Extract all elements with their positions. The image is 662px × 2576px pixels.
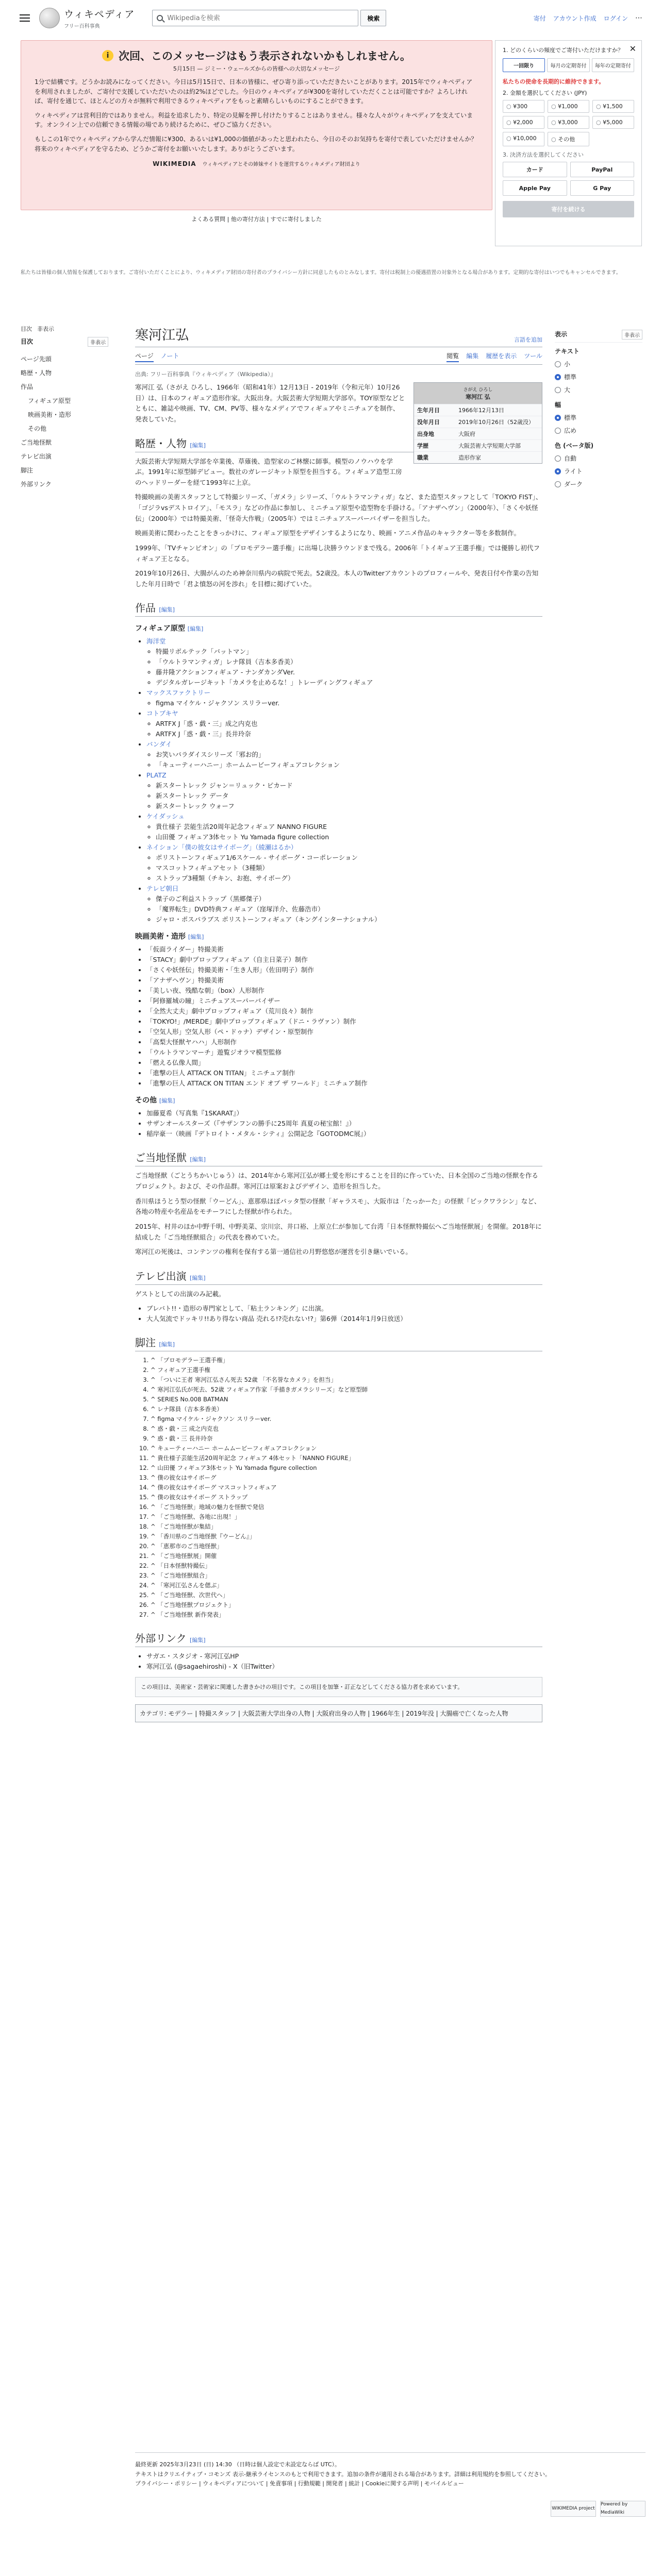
film-item: • 「高梨大怪獣ヤハハ」人形制作 (146, 1037, 542, 1047)
toc-item-film[interactable]: 映画美術・造形 (28, 411, 72, 418)
infobox-key: 学歴 (417, 443, 428, 449)
reference-item[interactable]: 1. ^ 「プロモデラー王選手権」 (151, 1355, 542, 1365)
film-item: • 「美しい夜、残酷な朝」（box）人形制作 (146, 986, 542, 996)
width-standard-radio[interactable] (555, 411, 642, 424)
donate-link[interactable]: 寄付 (533, 14, 546, 22)
infobox-header (414, 383, 542, 404)
toc-title: 目次 (21, 338, 34, 345)
tab-edit[interactable]: 編集 (466, 352, 479, 360)
figure-group-name[interactable]: PLATZ (146, 771, 167, 779)
toc-item-refs[interactable]: 脚注 (21, 467, 34, 474)
figure-item: ◦ figma マイケル・ジャクソン スリラーver. (156, 698, 542, 708)
other-list (146, 1108, 542, 1139)
tv-intro: ゲストとしての出演のみ記載。 (135, 1290, 225, 1298)
amount-option[interactable]: ○ ¥5,000 (592, 116, 634, 129)
heading-text: テレビ出演 (135, 1269, 187, 1282)
appearance-panel (555, 325, 642, 490)
figure-group (146, 739, 542, 770)
width-wide-radio[interactable] (555, 424, 642, 437)
figure-list (146, 636, 542, 925)
film-item: • 「STACY」劇中プロップフィギュア（自主日菜子）制作 (146, 955, 542, 965)
film-item: • 「TOKYO!」/MERDE」劇中プロップフィギュア（ドニ・ラヴァン）制作 (146, 1016, 542, 1027)
radio-label: ダーク (564, 481, 583, 488)
reference-item[interactable]: 24. ^ 「寒河江弘さんを偲ぶ」 (151, 1581, 542, 1590)
method-label: 3. 決済方法を選択してください (503, 151, 584, 158)
figure-item: ◦ ポリストーンフィギュア1/6スケール - サイボーグ・コーポレーション (156, 853, 542, 863)
source-note: 出典: フリー百科事典『ウィキペディア（Wikipedia）』 (135, 371, 276, 378)
reference-item[interactable]: 14. ^ 僕の彼女はサイボーグ マスコットフィギュア (151, 1483, 542, 1493)
personal-tools (534, 14, 642, 23)
tv-list (146, 1303, 542, 1324)
login-link[interactable]: ログイン (603, 14, 628, 22)
card-payment-button[interactable]: カード (503, 162, 567, 177)
figure-group (146, 884, 542, 925)
figure-group (146, 770, 542, 811)
figure-item: ◦ 特撮リボルテック「バットマン」 (156, 647, 542, 657)
figure-group-name[interactable]: マックスファクトリー (146, 689, 211, 697)
reference-item[interactable]: 13. ^ 僕の彼女はサイボーグ (151, 1473, 542, 1483)
reference-item[interactable]: 6. ^ レナ隊員（吉本多香美） (151, 1404, 542, 1414)
film-item: • 「空気人形」空気人形（ペ・ドゥナ）デザイン・原型制作 (146, 1027, 542, 1037)
infobox-kana: さがえ ひろし (463, 387, 493, 393)
figure-group-name[interactable]: ネイション「僕の彼女はサイボーグ」（綾瀬はるか） (146, 843, 297, 852)
heading-text: その他 (135, 1096, 157, 1105)
infobox-row (414, 428, 542, 439)
amount-options (503, 100, 634, 146)
add-languages-button[interactable]: 言語を追加 (514, 336, 542, 343)
toc-header (21, 337, 108, 347)
edit-link[interactable]: [編集] (188, 934, 204, 941)
reference-item[interactable]: 10. ^ キューティーハニー ホームムービーフィギュアコレクション (151, 1444, 542, 1453)
external-link[interactable]: • 寒河江弘 (@sagaehiroshi) - X（旧Twitter） (146, 1662, 542, 1672)
page-title-row (135, 325, 542, 347)
figure-item: ◦ ARTFX J「惑・戯・三」長井玲奈 (156, 729, 542, 739)
color-light-radio[interactable] (555, 465, 642, 478)
reference-item[interactable]: 23. ^ 「ご当地怪獣組合」 (151, 1571, 542, 1581)
page-tabs (135, 351, 542, 365)
infobox-key: 生年月日 (417, 407, 440, 414)
figure-group-name[interactable]: バンダイ (146, 740, 172, 749)
infobox-key: 没年月日 (417, 419, 440, 426)
paypal-button[interactable]: PayPal (570, 162, 635, 177)
appearance-header (555, 330, 642, 343)
figure-item: ◦ 貴仕様子 芸能生活20周年記念フィギュア NANNO FIGURE (156, 822, 542, 832)
radio-label: 自動 (564, 455, 577, 462)
film-list (146, 944, 542, 1089)
text-size-standard-radio[interactable] (555, 370, 642, 383)
reference-item[interactable]: 17. ^ 「ご当地怪獣、各地に出現！」 (151, 1512, 542, 1522)
mediawiki-badge[interactable]: Powered by MediaWiki (600, 2501, 646, 2517)
reference-item[interactable]: 4. ^ 寒河江弘氏が死去、52歳 フィギュア作家「手描きガメラシリーズ」など原型師 (151, 1385, 542, 1395)
search-icon (157, 15, 163, 21)
frequency-options (503, 58, 634, 72)
infobox-value[interactable]: 造形作家 (458, 454, 481, 461)
figure-group (146, 636, 542, 688)
banner-subtitle: 5月15日 — ジミー・ウェールズからの皆様への大切なメッセージ (173, 65, 340, 72)
figure-group-name[interactable]: コトブキヤ (146, 709, 178, 718)
toc-tab[interactable]: 目次 (21, 326, 32, 332)
site-title[interactable] (64, 7, 135, 29)
tv-item: • 大人気流でドッキリ!!あり得ない商品 売れる!?売れない!?」第6弾（2014年1月9日放送） (146, 1314, 542, 1324)
fundraising-banner (21, 40, 492, 223)
license-text: テキストはクリエイティブ・コモンズ 表示-継承ライセンスのもとで利用できます。追加の条件が適用される場合があります。詳細は利用規約を参照してください。 (135, 2470, 551, 2478)
tab-history[interactable]: 履歴を表示 (486, 352, 517, 360)
text-size-small-radio[interactable] (555, 358, 642, 370)
banner-paragraph: 1分で結構です。どうかお読みになってください。今日は5月15日で、日本の皆様に、ぜひ寄り添っていただきたいことがあります。2015年でウィキペディアを利用されましたが、ご寄付で支援していただいたのは約2%ほどでした。今日のウィキペディアが¥300を寄付していただくことは可能ですか？よろしければ、寄付を通じて、ほとんどの方々が無料で利用できるウィキペディアをもっと素晴らしいものにすることができます。 (35, 78, 473, 105)
banner-paragraph: ウィキペディアは営利目的ではありません。利益を追求したり、特定の見解を押し付けたりすることはありません。様々な人々がウィキペディアを支えています。オンライン上での信頼できる情報の場であり続けるために、ぜひご協力ください。 (35, 111, 473, 129)
external-link-list (146, 1651, 542, 1672)
section-heading-refs (135, 1334, 542, 1351)
other-item: • サザンオールスターズ（『サザンフンの勝手に25周年 真夏の秘宝館！』） (146, 1118, 542, 1129)
page-footer (135, 2452, 646, 2515)
reference-item[interactable]: 3. ^ 「ついに王者 寒河江弘さん死去 52歳 「不名誉なカメラ」を担当」 (151, 1375, 542, 1385)
other-item: • 加藤夏希（写真集『1SKARAT』） (146, 1108, 542, 1118)
figure-item: ◦ 「ウルトラマンティガ」レナ隊員（吉本多香美） (156, 657, 542, 667)
text-size-label: テキスト (555, 348, 580, 355)
figure-item: ◦ ジャロ・ポスパラブス ポリストーンフィギュア（キングインターナショナル） (156, 914, 542, 925)
figure-group (146, 688, 542, 708)
edit-link[interactable]: [編集] (190, 1156, 206, 1163)
toc-item-works[interactable]: 作品 (21, 383, 34, 391)
figure-group-name[interactable]: ケイダッシュ (146, 812, 185, 821)
section-heading-tv (135, 1268, 542, 1285)
infobox-value[interactable]: 2019年10月26日（52歳没） (458, 419, 534, 426)
frequency-question: 1. どのくらいの頻度でご寄付いただけますか？ (503, 47, 623, 54)
bio-paragraph: 映画美術に関わったことをきっかけに、フィギュア原型をデザインするようになり、映画・アニメ作品のキャラクター等を多数制作。 (135, 529, 521, 537)
toc-item-other[interactable]: その他 (28, 425, 47, 432)
film-item: • 「進撃の巨人 ATTACK ON TITAN エンド オブ ザ ワールド」ミニチュア制作 (146, 1078, 542, 1089)
text-size-large-radio[interactable] (555, 383, 642, 396)
banner-head (35, 48, 478, 63)
infobox (413, 382, 542, 464)
width-label: 幅 (555, 401, 561, 409)
figure-item: ◦ ARTFX J「惑・戯・三」成之内克也 (156, 719, 542, 729)
toc-item-kaiju[interactable]: ご当地怪獣 (21, 439, 52, 446)
infobox-value[interactable]: 1966年12月13日 (458, 407, 504, 414)
reference-item[interactable]: 26. ^ 「ご当地怪獣プロジェクト」 (151, 1600, 542, 1610)
appearance-hide-button[interactable]: 非表示 (622, 330, 642, 340)
edit-link[interactable]: [編集] (159, 1341, 175, 1348)
search-input[interactable] (167, 14, 342, 22)
edit-link[interactable]: [編集] (159, 606, 175, 614)
toc-hide-button[interactable]: 非表示 (88, 337, 108, 347)
bio-paragraph: 大阪芸術大学短期大学部を卒業後、草薙後、造型家のご林懐に師事。模型のノウハウを学ぶ。1991年に原型師デビュー。数社のガレージキット原型を担当する。フィギュア造型工房のヘッドリーダーを経て1993年に上京。 (135, 457, 402, 486)
edit-link[interactable]: [編集] (159, 1097, 175, 1105)
infobox-row (414, 439, 542, 451)
reference-item[interactable]: 8. ^ 惑・戯・三 成之内克也 (151, 1424, 542, 1434)
donation-form (495, 40, 642, 246)
table-of-contents (21, 325, 108, 491)
wmf-note: ウィキペディアとその姉妹サイトを運営するウィキメディア財団より (202, 162, 360, 168)
category-box[interactable]: カテゴリ: モデラー | 特撮スタッフ | 大阪芸術大学出身の人物 | 大阪府出身の人物 | 1966年生 | 2019年没 | 大腸癌で亡くなった人物 (135, 1704, 542, 1722)
section-heading-links (135, 1630, 542, 1647)
film-item: • 「阿修羅城の瞳」ミニチュアスーパーバイザー (146, 996, 542, 1006)
article (135, 325, 542, 1722)
figure-item: ◦ 「キューティーハニー」ホームムービーフィギュアコレクション (156, 760, 542, 770)
reference-item[interactable]: 9. ^ 惑・戯・三 長井玲奈 (151, 1434, 542, 1444)
subsection-heading-film (135, 931, 542, 941)
continue-donate-button[interactable]: 寄付を続ける (503, 201, 634, 217)
reference-item[interactable]: 7. ^ figma マイケル・ジャクソン スリラーver. (151, 1414, 542, 1424)
kaiju-paragraph: 寒河江の死後は、コンテンツの権利を保有する第一通信社の月野悠悠が運営を引き継いでいる。 (135, 1248, 412, 1256)
toc-item-bio[interactable]: 略歴・人物 (21, 369, 52, 377)
amount-option[interactable]: ○ ¥10,000 (503, 132, 544, 146)
footer-links[interactable]: プライバシー・ポリシー | ウィキペディアについて | 免責事項 | 行動規範 | 開発者 | 統計 | Cookieに関する声明 | モバイルビュー (135, 2480, 464, 2487)
amount-option[interactable]: ○ ¥3,000 (548, 116, 589, 129)
reference-item[interactable]: 22. ^ 「日本怪獣特撮伝」 (151, 1561, 542, 1571)
reference-item[interactable]: 20. ^ 「恵那市のご当地怪獣」 (151, 1541, 542, 1551)
bio-paragraph: 1999年、「TVチャンピオン」の「プロモデラー選手権」に出場し決勝ラウンドまで残る。2006年「トイギュア王選手権」では優勝し初代フィギュア王となる。 (135, 544, 540, 563)
figure-item: ◦ ストラップ3種類（チキン、お抱、サイボーグ） (156, 873, 542, 884)
figure-item: ◦ マスコットフィギュアセット（3種類） (156, 863, 542, 873)
toc-tabs (21, 325, 108, 333)
search-box (152, 10, 358, 26)
film-item: • 「進撃の巨人 ATTACK ON TITAN」ミニチュア制作 (146, 1068, 542, 1078)
heading-text: 外部リンク (135, 1632, 187, 1645)
banner-footer (35, 160, 478, 167)
film-item: • 「燃える仏像人間」 (146, 1058, 542, 1068)
kaiju-paragraph: 2015年、村井のほか中野千明、中野美菜、宗川宗、井口裕、上原立仁が参加して台湾「日本怪獣特撮伝へご当地怪獣展」を開催。2018年に結成した「ご当地怪獣組合」の代表を務めていた。 (135, 1222, 542, 1241)
color-dark-radio[interactable] (555, 478, 642, 490)
section-heading-kaiju (135, 1149, 542, 1166)
amount-other-input[interactable]: ○ その他 (548, 132, 589, 146)
heading-text: 映画美術・造形 (135, 933, 186, 941)
tab-page[interactable]: ページ (135, 351, 154, 362)
other-item: • 稲岸豪一（映画『デトロイト・メタル・シティ』公開記念『GOTODMC展』） (146, 1129, 542, 1139)
tv-item: • ブレバト!!・造形の専門家として、「粘土ランキング」に出演。 (146, 1303, 542, 1314)
amount-option[interactable]: ○ ¥1,500 (592, 100, 634, 113)
infobox-value[interactable]: 大阪府 (458, 431, 475, 437)
film-item: • 「さくや妖怪伝」特撮美術・「生き人形」（佐田明子）制作 (146, 965, 542, 975)
amount-option[interactable]: ○ ¥300 (503, 100, 544, 113)
reference-item[interactable]: 12. ^ 山田優 フィギュア3体セット Yu Yamada figure collection (151, 1463, 542, 1473)
last-modified: 最終更新 2025年3月23日 (日) 14:30 （日時は個人設定で未設定ならば UTC）。 (135, 2461, 341, 2468)
stub-notice: この項目は、美術家・芸術家に関連した書きかけの項目です。この項目を加筆・訂正などしてくださる協力者を求めています。 (135, 1677, 542, 1698)
reference-item[interactable]: 25. ^ 「ご当地怪獣、次世代へ」 (151, 1590, 542, 1600)
infobox-key: 出身地 (417, 431, 434, 437)
radio-label: 小 (564, 361, 571, 368)
wikipedia-logo[interactable] (39, 8, 60, 28)
reference-item[interactable]: 2. ^ フィギュア王選手権 (151, 1365, 542, 1375)
heading-text: フィギュア原型 (135, 624, 185, 633)
more-icon[interactable]: ⋯ (635, 14, 642, 22)
infobox-value[interactable]: 大阪芸術大学短期大学部 (458, 443, 521, 449)
infobox-row (414, 404, 542, 416)
radio-label: 大 (564, 386, 571, 394)
figure-item: ◦ 山田優 フィギュア3体セット Yu Yamada figure collection (156, 832, 542, 842)
heading-text: ご当地怪獣 (135, 1151, 187, 1164)
bio-paragraph: 2019年10月26日、大腸がんのため神奈川県内の病院で死去。52歳没。本人のTwitterアカウントのプロフィールや、発表日付や作業の告知した年月日時で「君よ憤怒の河を渉れ」を目標に掲げていた。 (135, 569, 539, 588)
figure-item: ◦ 傑子のご利益ストラップ（黒郷傑子） (156, 894, 542, 904)
figure-item: ◦ 「魔界転生」DVD特典フィギュア（窪塚洋介、佐藤浩市） (156, 904, 542, 914)
film-item: • 「全然大丈夫」劇中プロップフィギュア（荒川良々）制作 (146, 1006, 542, 1016)
edit-link[interactable]: [編集] (190, 442, 206, 449)
frequency-monthly[interactable]: 毎月の定期寄付 (547, 58, 589, 72)
amount-option[interactable]: ○ ¥2,000 (503, 116, 544, 129)
film-item: • 「アナザヘヴン」特撮美術 (146, 975, 542, 986)
film-item: • 「仮面ライダー」特撮美術 (146, 944, 542, 955)
toc-item-figures[interactable]: フィギュア原型 (28, 397, 71, 404)
lead-paragraph: 寒河江 弘（さがえ ひろし、1966年（昭和41年）12月13日 - 2019年（令和元年）10月26日）は、日本のフィギュア造形作家。大阪出身。大阪芸術大学短期大学部卒。TOY原型などとともに、雑誌や映画、TV、CM、PV等、様々なメディアでフィギュアやミニチュアを制作、発表していた。 (135, 383, 405, 423)
wikimedia-badge[interactable]: WIKIMEDIA project (551, 2501, 596, 2517)
reference-item[interactable]: 21. ^ 「ご当地怪獣展」開催 (151, 1551, 542, 1561)
toc-item-tv[interactable]: テレビ出演 (21, 453, 52, 460)
reference-list (151, 1355, 542, 1619)
banner-paragraph: もしこの1年でウィキペディアから学んだ情報に¥300、あるいは¥1,000の価値があったと思われたら、今日のそのお気持ちを寄付で表していただけませんか？将来のウィキペディアを守るため、どうかご寄付をお願いいたします。ありがとうございます。 (35, 135, 477, 152)
figure-item: ◦ 新スタートレック データ (156, 791, 542, 801)
tab-talk[interactable]: ノート (160, 352, 179, 360)
create-account-link[interactable]: アカウント作成 (553, 14, 597, 22)
footer-badges (551, 2501, 646, 2517)
edit-link[interactable]: [編集] (189, 1636, 206, 1643)
payment-methods (503, 162, 634, 196)
logo-title: ウィキペディア (64, 9, 135, 20)
logo-subtitle: フリー百科事典 (64, 24, 100, 29)
google-pay-button[interactable]: G Pay (570, 180, 635, 196)
figure-group-name[interactable]: テレビ朝日 (146, 885, 179, 893)
figure-group-name[interactable]: 海洋堂 (146, 637, 166, 646)
figure-item: ◦ 新スタートレック ウォーフ (156, 801, 542, 811)
main-menu-icon[interactable] (20, 14, 30, 22)
frequency-once[interactable]: 一回限り (503, 58, 545, 72)
privacy-notice: 私たちは皆様の個人情報を保護しております。ご寄付いただくことにより、ウィキメディア財団の寄付者のプライバシー方針に同意したものとみなします。寄付は税制上の優遇措置の対象外となる場合があります。定期的な寄付はいつでもキャンセルできます。 (21, 270, 621, 276)
figure-group (146, 811, 542, 842)
figure-item: ◦ 新スタートレック ジャン＝リュック・ピカード (156, 781, 542, 791)
reference-item[interactable]: 19. ^ 「香川県のご当地怪獣『ウーどん』」 (151, 1532, 542, 1541)
search-button[interactable]: 検索 (360, 10, 386, 26)
figure-item: ◦ 藤井隆アクションフィギュア - ナンダカンダVer. (156, 667, 542, 677)
top-bar (0, 0, 662, 36)
subsection-heading-figures (135, 623, 542, 633)
reference-item[interactable]: 11. ^ 貴仕様子芸能生活20周年記念 フィギュア 4体セット「NANNO FIGURE」 (151, 1453, 542, 1463)
reference-item[interactable]: 15. ^ 僕の彼女はサイボーグ ストラップ (151, 1493, 542, 1502)
info-icon: i (102, 50, 113, 61)
edit-link[interactable]: [編集] (187, 625, 204, 633)
infobox-row (414, 416, 542, 428)
figure-group (146, 842, 542, 884)
amount-label: 2. 金額を選択してください (JPY) (503, 90, 587, 96)
infobox-name: 寒河江 弘 (466, 394, 490, 400)
reference-item[interactable]: 5. ^ SERIES No.008 BATMAN (151, 1395, 542, 1404)
figure-item: ◦ お笑いパラダイスシリーズ「邪お的」 (156, 750, 542, 760)
wikimedia-logo: WIKIMEDIA (153, 160, 196, 167)
color-label: 色 (ベータ版) (555, 442, 594, 449)
section-heading-works (135, 600, 542, 617)
donate-note: 私たちの使命を長期的に維持できます。 (503, 78, 605, 85)
reference-item[interactable]: 27. ^ 「ご当地怪獣 新作発表」 (151, 1610, 542, 1620)
figure-item: ◦ デジタルガレージキット「カメラを止めるな！」トレーディングフィギュア (156, 677, 542, 688)
radio-label: 標準 (564, 374, 577, 381)
toc-item-top[interactable]: ページ先頭 (21, 355, 52, 363)
appearance-title: 表示 (555, 331, 568, 338)
toc-item-links[interactable]: 外部リンク (21, 481, 52, 488)
radio-label: ライト (564, 468, 583, 475)
figure-group (146, 708, 542, 739)
apple-pay-button[interactable]: Apple Pay (503, 180, 567, 196)
subsection-heading-other (135, 1095, 542, 1105)
close-icon[interactable]: ✕ (629, 44, 636, 54)
kaiju-paragraph: 香川県ほうとう型の怪獣「ウーどん」、恵那県ほぼパッタ型の怪獣「ギャラスモ」、大阪市は「たっかーた」の怪獣「ビックワラシン」など、各地の特産や名産品をモチーフにした怪獣が作られた。 (135, 1197, 541, 1216)
kaiju-paragraph: ご当地怪獣（ごとうちかいじゅう）は、2014年から寒河江弘が郷土愛を形にすることを目的に作っていた、日本全国のご当地の怪獣を作るプロジェクト。および、その作品群。寒河江は原案およびデザイン、造形を担当した。 (135, 1172, 538, 1190)
amount-option[interactable]: ○ ¥1,000 (548, 100, 589, 113)
heading-text: 略歴・人物 (135, 437, 187, 450)
banner-links[interactable]: よくある質問 | 他の寄付方法 | すでに寄付しました (191, 216, 322, 223)
tab-tools[interactable]: ツール (524, 352, 542, 360)
page-title: 寒河江弘 (135, 328, 189, 343)
infobox-row (414, 451, 542, 463)
infobox-key: 職業 (417, 454, 428, 461)
reference-item[interactable]: 18. ^ 「ご当地怪獣が集結」 (151, 1522, 542, 1532)
heading-text: 作品 (135, 602, 156, 615)
film-item: • 「ウルトラマンマーチ」遊覧ジオラマ模型監修 (146, 1047, 542, 1058)
bio-paragraph: 特撮映画の美術スタッフとして特撮シリーズ、「ガメラ」シリーズ、「ウルトラマンティガ」など、また造型スタッフとして「TOKYO FIST」、「ゴジラvsデストロイア」、「モスラ」などの作品に参加し、ミニチュア原型や造型物を手掛ける。「アナザヘヴン」（2000年）、「さくや妖怪伝」（2000年）では特撮美術、「怪奇大作戦」（2005年）ではミニチュアスーパーバイザーを担当した。 (135, 493, 542, 522)
frequency-yearly[interactable]: 毎年の定期寄付 (592, 58, 634, 72)
radio-label: 広め (564, 427, 577, 434)
tab-read[interactable]: 閲覧 (446, 351, 459, 362)
edit-link[interactable]: [編集] (189, 1274, 206, 1281)
banner-title: 次回、このメッセージはもう表示されないかもしれません。 (119, 50, 411, 62)
reference-item[interactable]: 16. ^ 「ご当地怪獣」地域の魅力を怪獣で発信 (151, 1502, 542, 1512)
external-link[interactable]: • サガエ・スタジオ - 寒河江弘HP (146, 1651, 542, 1662)
heading-text: 脚注 (135, 1336, 156, 1349)
color-auto-radio[interactable] (555, 452, 642, 465)
toc-hide-tab[interactable]: 非表示 (37, 326, 54, 332)
radio-label: 標準 (564, 414, 577, 421)
